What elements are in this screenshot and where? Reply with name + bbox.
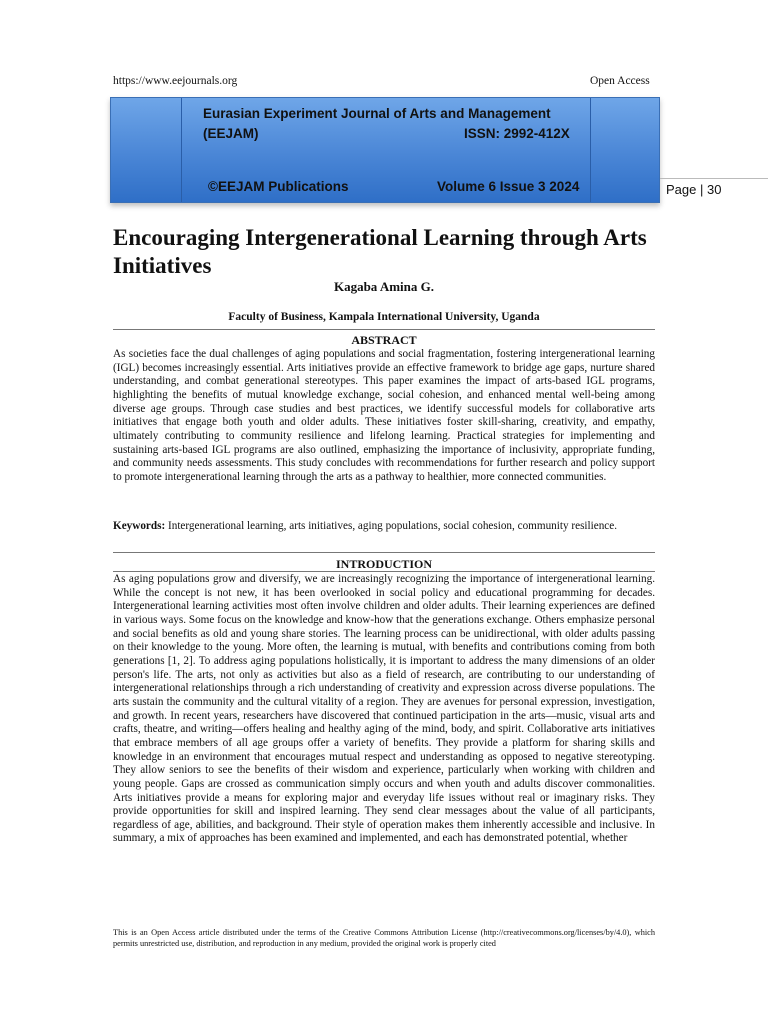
abstract-text: As societies face the dual challenges of aging populations and social fragmentation, fostering intergenerational learning (IGL) becomes increasingly essential. Arts initiatives provide an effective framework to bridge age gaps, nurture shared understanding, and combat generational stereotypes. This paper examines the impact of arts-based IGL programs, highlighting the benefits of mutual knowledge exchange, social cohesion, and enhanced mental well-being among diverse age groups. Through case studies and best practices, we identify successful models for collaborative arts initiatives that engage both youth and older adults. These initiatives foster skill-sharing, creativity, and empathy, ultimately contributing to community resilience and lifelong learning. Practical strategies for implementing and sustaining arts-based IGL programs are also outlined, emphasizing the importance of inclusivity, appropriate funding, and community needs assessments. This study concludes with recommendations for further research and policy support to promote intergenerational learning through the arts as a pathway to healthier, more connected communities. — [113, 348, 655, 483]
license-footer: This is an Open Access article distributed under the terms of the Creative Commons Attribution License (http://creativecommons.org/licenses/by/4.0), which permits unrestricted use, distribution, and reproduction in any medium, provided the original work is properly cited — [113, 928, 655, 948]
introduction-heading: INTRODUCTION — [335, 557, 432, 571]
journal-abbrev: (EEJAM) — [203, 126, 259, 141]
page-number-rule — [660, 178, 768, 179]
page-number: Page | 30 — [666, 182, 722, 197]
divider — [113, 552, 655, 553]
journal-title: Eurasian Experiment Journal of Arts and Management — [203, 106, 551, 121]
keywords-line — [113, 520, 655, 534]
volume-issue: Volume 6 Issue 3 2024 — [437, 179, 580, 194]
author-affiliation: Faculty of Business, Kampala International University, Uganda — [228, 311, 540, 323]
divider — [113, 329, 655, 330]
introduction-text: As aging populations grow and diversify, we are increasingly recognizing the importance of intergenerational learning. While the concept is not new, it has been overlooked in social policy and educational programming for decades. Intergenerational learning activities most often involve children and older adults. Their learning experiences are defined in various ways. Some focus on the knowledge and know-how that the generations exchange. Others emphasize personal and social benefits as old and young share stories. The learning process can be unidirectional, with older adults passing on their knowledge to the young. More often, the learning is mutual, with benefits and contributions coming from both generations [1, 2]. To address aging populations holistically, it is important to address the many dimensions of an older person's life. The arts, not only as activities but also as a field of research, are contributing to our understanding of intergenerational relationships through a rich understanding of creativity and expression across diverse populations. The arts sustain the community and the cultural vitality of a region. They are avenues for personal expression, investigation, and growth. In recent years, researchers have discovered that continued participation in the arts—music, visual arts and crafts, theatre, and writing—offers healing and healthy aging of the mind, body, and spirit. Collaborative arts initiatives that embrace members of all age groups offer a variety of benefits. They provide a platform for sharing skills and knowledge in an environment that encourages mutual respect and understanding as opposed to negative stereotyping. They allow seniors to see the benefits of their wisdom and experience, particularly when working with children and young people. Gaps are crossed as communication simply occurs and when youth and adults discover commonalities. Arts initiatives provide a means for exploring major and everyday life issues without real or imaginary risks. They provide opportunities for skill and inspired learning. They send clear messages about the value of all participants, regardless of age, abilities, and background. Their style of operation makes them inherently accessible and inclusive. In summary, a mix of approaches has been examined and implemented, and each has demonstrated potential, whether — [113, 573, 655, 845]
author-name: Kagaba Amina G. — [333, 279, 435, 294]
abstract-heading: ABSTRACT — [351, 333, 417, 347]
journal-banner — [110, 97, 660, 203]
journal-issn: ISSN: 2992-412X — [464, 126, 570, 141]
keywords-list: Intergenerational learning, arts initiatives, aging populations, social cohesion, community resilience. — [165, 520, 618, 532]
open-access-label: Open Access — [590, 75, 650, 87]
keywords-label: Keywords: — [113, 520, 166, 532]
publisher-name: ©EEJAM Publications — [208, 179, 349, 194]
divider — [113, 571, 655, 572]
journal-url[interactable]: https://www.eejournals.org — [113, 75, 238, 87]
article-title: Encouraging Intergenerational Learning through Arts Initiatives — [113, 225, 647, 278]
